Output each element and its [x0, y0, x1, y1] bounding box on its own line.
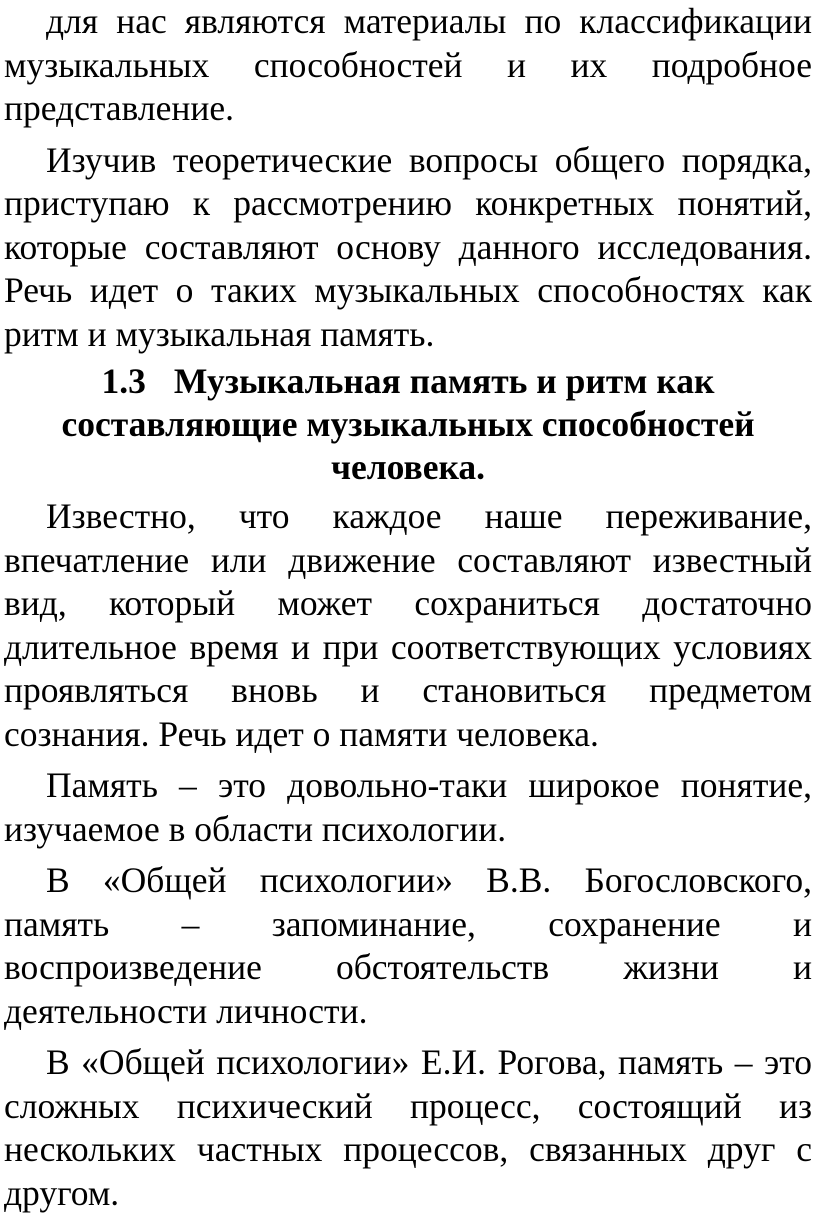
section-title: Музыкальная память и ритм как составляющие музыкальных способностей человека.: [61, 361, 755, 487]
section-heading: [4, 360, 812, 489]
paragraph-memory-definition: Память – это довольно-таки широкое понятие, изучаемое в области психологии.: [4, 765, 812, 849]
paragraph-rogov: В «Общей психологии» Е.И. Рогова, память – это сложных психический процесс, состоящий из нескольких частных процессов, связанных друг с другом.: [4, 1042, 812, 1213]
paragraph-memory-intro: Известно, что каждое наше переживание, впечатление или движение составляют известный вид, который может сохраниться достаточно длительное время и при соответствующих условиях проявляться вновь и становиться предметом сознания. Речь идет о памяти человека.: [4, 496, 812, 754]
document-page: [4, 0, 812, 1215]
paragraph-continuation: для нас являются материалы по классификации музыкальных способностей и их подробное представление.: [4, 1, 812, 128]
paragraph-intro: Изучив теоретические вопросы общего порядка, приступаю к рассмотрению конкретных понятий, которые составляют основу данного исследования. Речь идет о таких музыкальных способностях как ритм и музыкальная память.: [4, 139, 812, 354]
paragraph-bogoslovsky: В «Общей психологии» В.В. Богословского, память – запоминание, сохранение и воспроизведение обстоятельств жизни и деятельности личности.: [4, 860, 812, 1031]
section-number: 1.3: [101, 361, 146, 401]
